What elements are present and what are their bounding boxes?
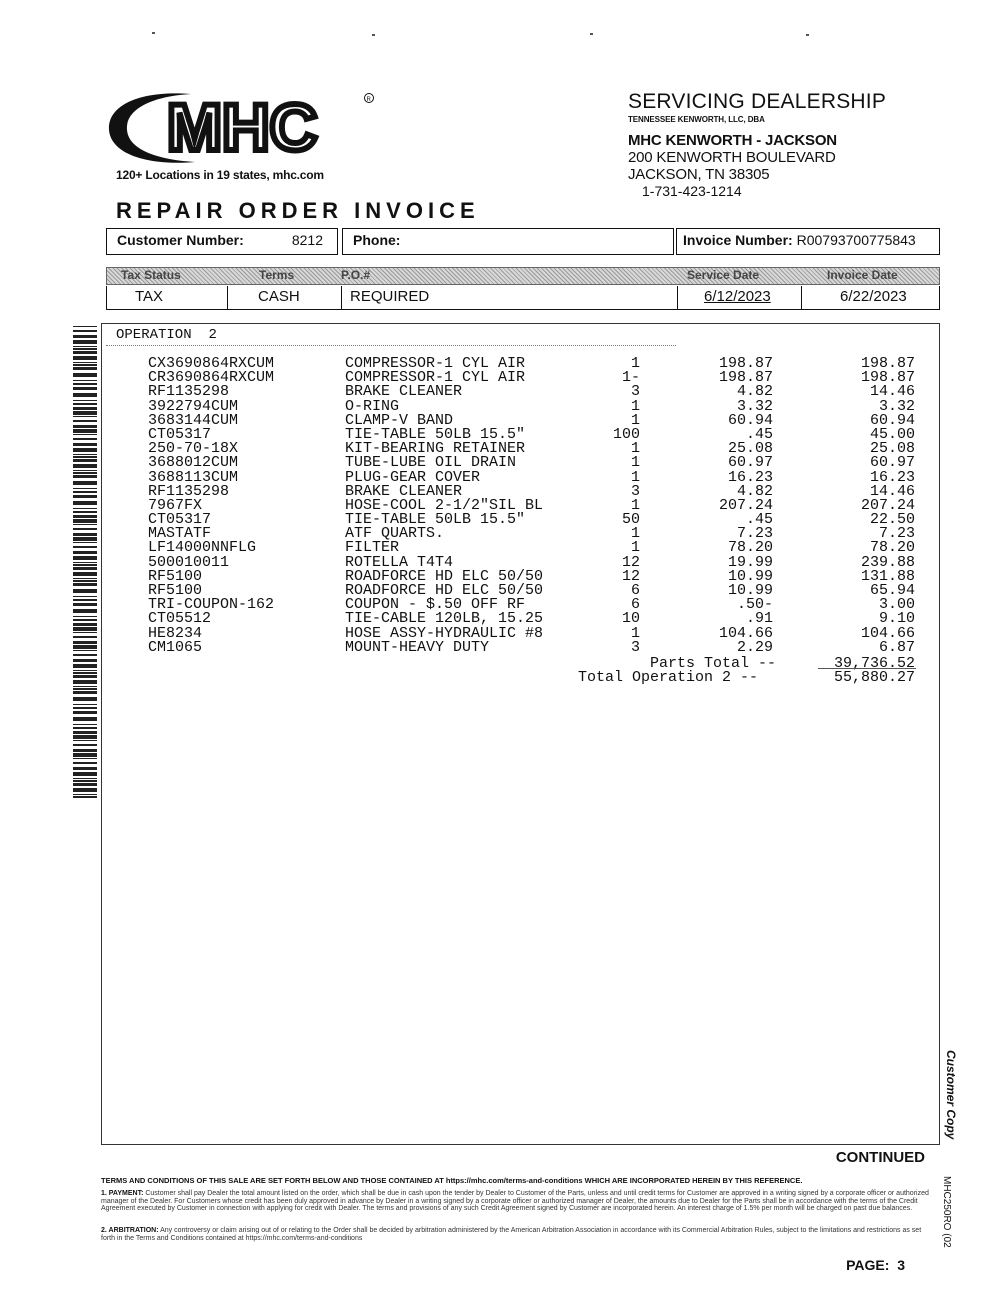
part-number: 500010011 bbox=[148, 553, 230, 571]
line-total: 25.08 bbox=[869, 440, 915, 458]
unit-price: .45 bbox=[745, 425, 773, 443]
part-description: CLAMP-V BAND bbox=[345, 411, 454, 429]
part-description: BRAKE CLEANER bbox=[345, 383, 463, 401]
parts-total-label: Parts Total -- bbox=[650, 655, 777, 672]
continued-label: CONTINUED bbox=[835, 1149, 925, 1166]
unit-price: .45 bbox=[745, 511, 773, 529]
svg-text:R: R bbox=[366, 97, 371, 103]
page-number: 3 bbox=[897, 1257, 905, 1273]
dealership-phone: 1-731-423-1214 bbox=[642, 183, 742, 199]
part-number: TRI-COUPON-162 bbox=[148, 596, 275, 614]
barcode-bar bbox=[73, 796, 97, 798]
barcode-bar bbox=[73, 767, 97, 770]
line-total: 16.23 bbox=[869, 468, 915, 486]
form-code: MHC250RO (02 bbox=[941, 1176, 952, 1248]
page-indicator bbox=[846, 1257, 905, 1273]
customer-number-label: Customer Number: bbox=[117, 232, 244, 248]
part-number: CR3690864RXCUM bbox=[148, 369, 275, 387]
part-number: 3688012CUM bbox=[148, 454, 239, 472]
unit-price: 78.20 bbox=[727, 539, 773, 557]
customer-number-cell bbox=[106, 228, 338, 255]
part-description: ROTELLA T4T4 bbox=[345, 553, 454, 571]
order-header-row bbox=[106, 228, 940, 255]
part-description: MOUNT-HEAVY DUTY bbox=[345, 638, 490, 656]
operation-divider bbox=[106, 345, 676, 346]
unit-price: 4.82 bbox=[736, 383, 773, 401]
total-operation-label: Total Operation 2 -- bbox=[578, 669, 759, 686]
part-number: RF5100 bbox=[148, 582, 203, 599]
barcode-bar bbox=[73, 783, 97, 786]
quantity: 6 bbox=[630, 582, 640, 599]
part-number: RF1135298 bbox=[148, 482, 230, 500]
barcode-bar bbox=[73, 749, 97, 752]
quantity: 1 bbox=[630, 624, 640, 642]
line-total: 239.88 bbox=[860, 553, 915, 571]
po-label: P.O.# bbox=[341, 268, 371, 282]
barcode-bar bbox=[73, 675, 97, 678]
line-total: 3.32 bbox=[878, 397, 915, 415]
barcode-bar bbox=[73, 731, 97, 734]
quantity: 1 bbox=[630, 411, 640, 429]
part-number: CT05512 bbox=[148, 610, 212, 628]
quantity: 1 bbox=[630, 440, 640, 458]
part-description: FILTER bbox=[345, 539, 400, 557]
barcode-bar bbox=[73, 772, 97, 776]
part-description: PLUG-GEAR COVER bbox=[345, 468, 481, 486]
line-total: 22.50 bbox=[869, 511, 915, 529]
dealership-address-2: JACKSON, TN 38305 bbox=[628, 166, 770, 183]
barcode-bar bbox=[73, 326, 97, 327]
barcode-bar bbox=[73, 794, 97, 795]
barcode-bar bbox=[73, 348, 97, 350]
invoice-number-cell bbox=[676, 228, 940, 255]
term2-title: 2. ARBITRATION: bbox=[101, 1227, 159, 1234]
document-title: REPAIR ORDER INVOICE bbox=[116, 198, 480, 223]
barcode-bar bbox=[73, 351, 97, 354]
total-operation: 55,880.27 bbox=[833, 669, 915, 686]
part-description: TIE-CABLE 120LB, 15.25 bbox=[345, 610, 544, 628]
quantity: 3 bbox=[630, 383, 640, 401]
barcode-bar bbox=[73, 717, 97, 721]
barcode-bar bbox=[73, 788, 97, 792]
tax-status: TAX bbox=[135, 288, 164, 305]
part-number: MASTATF bbox=[148, 525, 212, 543]
line-total: 104.66 bbox=[860, 624, 915, 642]
part-description: TIE-TABLE 50LB 15.5" bbox=[345, 511, 526, 529]
part-number: 7967FX bbox=[148, 496, 203, 514]
invoice-date: 6/22/2023 bbox=[801, 286, 939, 309]
operation-label: OPERATION bbox=[116, 327, 192, 343]
invoice-number-label: Invoice Number: bbox=[683, 232, 793, 248]
dealership-heading: SERVICING DEALERSHIP bbox=[628, 90, 887, 113]
part-description: HOSE-COOL 2-1/2"SIL BL bbox=[345, 496, 544, 514]
line-total: 7.23 bbox=[878, 525, 915, 543]
terms-value: CASH bbox=[227, 286, 341, 309]
part-description: ATF QUARTS. bbox=[345, 525, 445, 543]
line-item bbox=[0, 638, 1000, 656]
part-description: O-RING bbox=[345, 397, 400, 415]
quantity: 1 bbox=[630, 539, 640, 557]
part-description: ROADFORCE HD ELC 50/50 bbox=[345, 567, 544, 585]
term2-text: Any controversy or claim arising out of or relating to the Order shall be decided by arbitration administered by the American Arbitration Association in accordance with its Commercial Arbitration Rules, subject to the limitations and restrictions as set forth in the Terms and Conditions contained at https://mhc.com/terms-and-conditions bbox=[101, 1227, 922, 1242]
part-number: HE8234 bbox=[148, 624, 203, 642]
barcode-bar bbox=[73, 735, 97, 739]
dealership-entity: TENNESSEE KENWORTH, LLC, DBA bbox=[628, 115, 765, 124]
unit-price: 10.99 bbox=[727, 567, 773, 585]
po-value: REQUIRED bbox=[341, 286, 677, 309]
barcode-bar bbox=[73, 340, 97, 344]
tax-status-label: Tax Status bbox=[121, 268, 181, 282]
phone-cell bbox=[342, 228, 674, 255]
unit-price: 2.29 bbox=[736, 638, 773, 656]
barcode-bar bbox=[73, 659, 97, 662]
barcode-bar bbox=[73, 740, 97, 741]
quantity: 1- bbox=[621, 369, 640, 387]
barcode-bar bbox=[73, 711, 97, 714]
line-total: 198.87 bbox=[860, 369, 915, 387]
quantity: 100 bbox=[612, 425, 640, 443]
part-description: TIE-TABLE 50LB 15.5" bbox=[345, 425, 526, 443]
line-total: 78.20 bbox=[869, 539, 915, 557]
quantity: 12 bbox=[621, 567, 640, 585]
order-values-row bbox=[106, 286, 940, 310]
part-number: RF5100 bbox=[148, 567, 203, 585]
unit-price: 198.87 bbox=[718, 355, 773, 372]
barcode-bar bbox=[73, 704, 97, 705]
scan-speck bbox=[372, 34, 375, 36]
scan-speck bbox=[590, 33, 593, 35]
quantity: 1 bbox=[630, 525, 640, 543]
quantity: 3 bbox=[630, 638, 640, 656]
unit-price: .50- bbox=[736, 596, 773, 614]
unit-price: 19.99 bbox=[727, 553, 773, 571]
barcode-bar bbox=[73, 664, 97, 668]
unit-price: 3.32 bbox=[736, 397, 773, 415]
line-total: 65.94 bbox=[869, 582, 915, 599]
line-items bbox=[0, 357, 1000, 655]
quantity: 6 bbox=[630, 596, 640, 614]
part-number: 3683144CUM bbox=[148, 411, 239, 429]
barcode-bar bbox=[73, 762, 97, 764]
barcode-bar bbox=[73, 688, 97, 690]
operation-heading bbox=[116, 327, 217, 343]
terms-payment bbox=[101, 1190, 931, 1213]
unit-price: 7.23 bbox=[736, 525, 773, 543]
line-total: 207.24 bbox=[860, 496, 915, 514]
terms-heading: TERMS AND CONDITIONS OF THIS SALE ARE SET FORTH BELOW AND THOSE CONTAINED AT https://mhc.com/terms-and-conditions WHICH ARE INCORPORATED HEREIN BY THIS REFERENCE. bbox=[101, 1176, 803, 1185]
dealership-block bbox=[628, 90, 886, 199]
part-number: CX3690864RXCUM bbox=[148, 355, 275, 372]
line-total: 60.94 bbox=[869, 411, 915, 429]
barcode-bar bbox=[73, 707, 97, 709]
barcode-bar bbox=[73, 724, 97, 725]
line-total: 131.88 bbox=[860, 567, 915, 585]
barcode-bar bbox=[73, 680, 97, 684]
unit-price: 198.87 bbox=[718, 369, 773, 387]
barcode-bar bbox=[73, 780, 97, 782]
part-description: TUBE-LUBE OIL DRAIN bbox=[345, 454, 517, 472]
order-labels-row bbox=[106, 267, 940, 285]
part-description: KIT-BEARING RETAINER bbox=[345, 440, 526, 458]
invoice-number: R00793700775843 bbox=[796, 232, 916, 248]
total-rule bbox=[818, 668, 916, 669]
line-total: 9.10 bbox=[878, 610, 915, 628]
customer-number: 8212 bbox=[291, 232, 323, 248]
unit-price: 16.23 bbox=[727, 468, 773, 486]
part-number: 3688113CUM bbox=[148, 468, 239, 486]
quantity: 50 bbox=[621, 511, 640, 529]
line-total: 6.87 bbox=[878, 638, 915, 656]
mhc-logo bbox=[103, 82, 383, 172]
quantity: 1 bbox=[630, 454, 640, 472]
operation-number: 2 bbox=[208, 327, 217, 343]
scan-speck bbox=[806, 34, 809, 36]
terms-label: Terms bbox=[259, 268, 295, 282]
quantity: 12 bbox=[621, 553, 640, 571]
barcode-bar bbox=[73, 335, 97, 338]
part-number: LF14000NNFLG bbox=[148, 539, 257, 557]
page-label: PAGE: bbox=[846, 1257, 890, 1273]
unit-price: 10.99 bbox=[727, 582, 773, 599]
barcode-bar bbox=[73, 753, 97, 757]
barcode-bar bbox=[73, 744, 97, 746]
barcode-bar bbox=[73, 697, 97, 701]
scan-speck bbox=[152, 32, 155, 34]
barcode-bar bbox=[73, 727, 97, 729]
customer-copy-label: Customer Copy bbox=[944, 1050, 958, 1140]
unit-price: .91 bbox=[745, 610, 773, 628]
quantity: 3 bbox=[630, 482, 640, 500]
part-description: HOSE ASSY-HYDRAULIC #8 bbox=[345, 624, 544, 642]
line-total: 45.00 bbox=[869, 425, 915, 443]
line-total: 14.46 bbox=[869, 482, 915, 500]
unit-price: 4.82 bbox=[736, 482, 773, 500]
line-total: 3.00 bbox=[878, 596, 915, 614]
line-total: 198.87 bbox=[860, 355, 915, 372]
term1-title: 1. PAYMENT: bbox=[101, 1190, 144, 1197]
service-date-label: Service Date bbox=[687, 268, 760, 282]
part-number: 250-70-18X bbox=[148, 440, 239, 458]
invoice-date-label: Invoice Date bbox=[827, 268, 898, 282]
unit-price: 25.08 bbox=[727, 440, 773, 458]
unit-price: 104.66 bbox=[718, 624, 773, 642]
tagline: 120+ Locations in 19 states, mhc.com bbox=[116, 168, 324, 182]
part-description: COMPRESSOR-1 CYL AIR bbox=[345, 369, 526, 387]
part-number: 3922794CUM bbox=[148, 397, 239, 415]
quantity: 1 bbox=[630, 355, 640, 372]
barcode-bar bbox=[73, 686, 97, 687]
unit-price: 60.94 bbox=[727, 411, 773, 429]
unit-price: 60.97 bbox=[727, 454, 773, 472]
quantity: 1 bbox=[630, 397, 640, 415]
quantity: 10 bbox=[621, 610, 640, 628]
term1-text: Customer shall pay Dealer the total amount listed on the order, which shall be due in cash upon the tender by Dealer to Customer of the Parts, unless and until credit terms for Customer are approved in a writing signed by a corporate officer or authorized manager of the Dealer. For Customers whose credit has been duly approved in advance by Dealer in a writing signed by a corporate officer or authorized manager of Dealer, the amounts due to Dealer for the Parts shall be in accordance with the terms of the Credit Agreement executed by Customer in connection with applying for credit with Dealer. The terms and provisions of any such Credit Agreement signed by Customer are incorporated herein. An interest charge of 1.5% per month will be charged on past due balances. bbox=[101, 1190, 929, 1212]
part-description: ROADFORCE HD ELC 50/50 bbox=[345, 582, 544, 599]
service-date: 6/12/2023 bbox=[677, 286, 801, 309]
dealership-address-1: 200 KENWORTH BOULEVARD bbox=[628, 149, 836, 166]
barcode-bar bbox=[73, 778, 97, 779]
line-total: 14.46 bbox=[869, 383, 915, 401]
barcode-bar bbox=[73, 670, 97, 671]
barcode-bar bbox=[73, 346, 97, 347]
parts-total: 39,736.52 bbox=[833, 655, 915, 672]
part-number: CT05317 bbox=[148, 511, 212, 529]
unit-price: 207.24 bbox=[718, 496, 773, 514]
logo-text: MHC bbox=[167, 90, 318, 164]
barcode-bar bbox=[73, 330, 97, 332]
terms-arbitration bbox=[101, 1227, 931, 1242]
barcode-bar bbox=[73, 691, 97, 694]
part-number: CM1065 bbox=[148, 638, 203, 656]
part-description: COUPON - $.50 OFF RF bbox=[345, 596, 526, 614]
quantity: 1 bbox=[630, 496, 640, 514]
part-description: BRAKE CLEANER bbox=[345, 482, 463, 500]
barcode-bar bbox=[73, 672, 97, 674]
line-total: 60.97 bbox=[869, 454, 915, 472]
barcode-bar bbox=[73, 758, 97, 759]
phone-label: Phone: bbox=[353, 232, 401, 248]
quantity: 1 bbox=[630, 468, 640, 486]
dealership-name: MHC KENWORTH - JACKSON bbox=[628, 132, 837, 149]
part-number: RF1135298 bbox=[148, 383, 230, 401]
part-number: CT05317 bbox=[148, 425, 212, 443]
part-description: COMPRESSOR-1 CYL AIR bbox=[345, 355, 526, 372]
